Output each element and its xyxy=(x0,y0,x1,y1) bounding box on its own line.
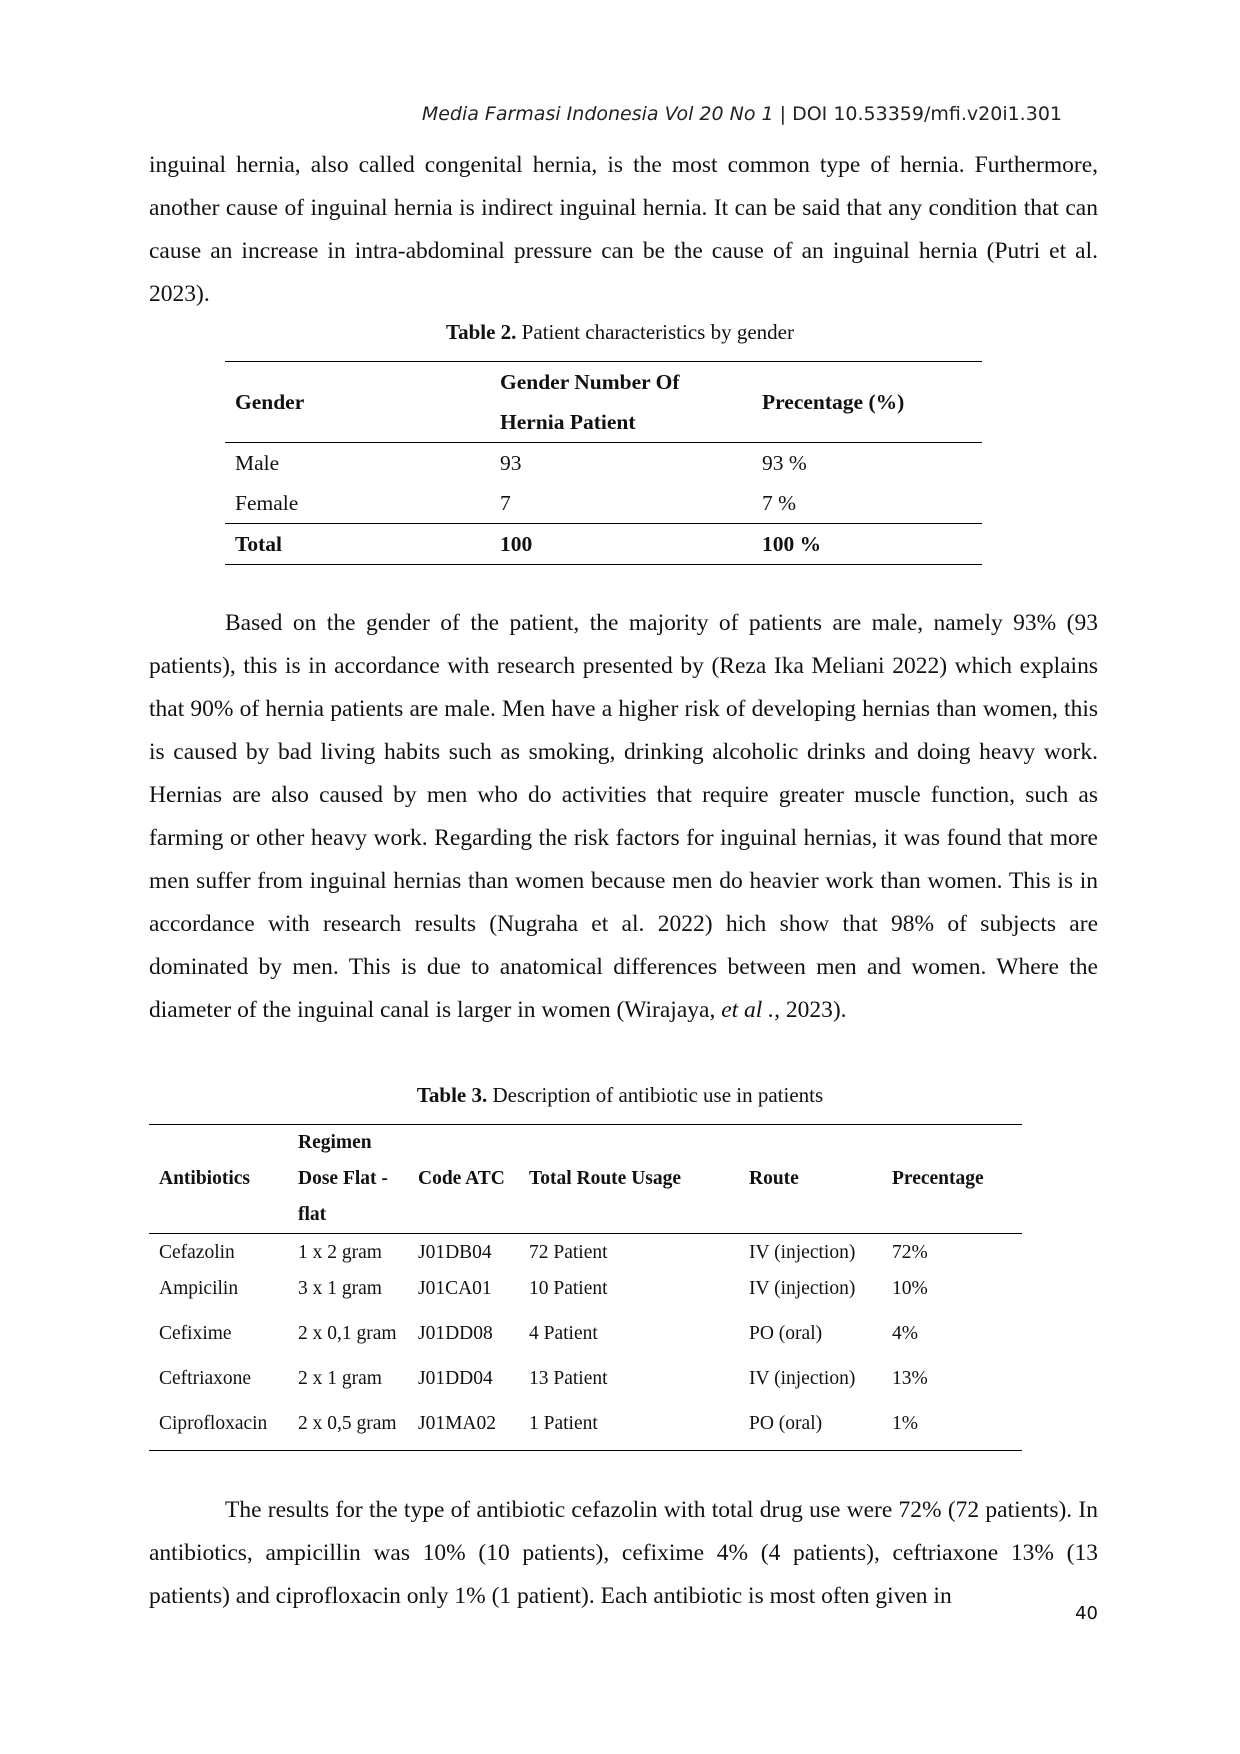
table-2-caption-text: Patient characteristics by gender xyxy=(516,320,794,344)
table-3-caption xyxy=(0,1083,1240,1108)
table-2-patient-gender xyxy=(225,361,982,565)
table-cell: 2 x 0,5 gram xyxy=(298,1412,397,1434)
table-cell: Ciprofloxacin xyxy=(159,1412,268,1434)
column-header: Gender xyxy=(235,390,305,414)
table-2-caption xyxy=(0,320,1240,345)
table-cell: 4 Patient xyxy=(529,1322,598,1344)
table-3-caption-label: Table 3. xyxy=(416,1083,488,1107)
table-cell: 7 % xyxy=(762,490,797,515)
table-cell: 7 xyxy=(500,490,511,515)
table-row xyxy=(149,1270,1022,1306)
table-cell: 10% xyxy=(892,1277,928,1299)
table-cell: Cefixime xyxy=(159,1322,232,1344)
paragraph-antibiotic-results: The results for the type of antibiotic cefazolin with total drug use were 72% (72 patients). In antibiotics, ampicillin was 10% (10 patients), cefixime 4% (4 patients), ceftriaxone 13% (13 patients) and ciprofloxacin only 1% (1 patient). Each antibiotic is most often given in xyxy=(149,1497,1098,1609)
table-cell: J01DD04 xyxy=(418,1367,493,1389)
table-cell: J01MA02 xyxy=(418,1412,497,1434)
table-cell: IV (injection) xyxy=(749,1241,856,1263)
table-row xyxy=(149,1234,1022,1271)
paragraph-body: Based on the gender of the patient, the majority of patients are male, namely 93% (93 patients), this is in accordance with research presented by (Reza Ika Meliani 2022) which explains that 90% of hernia patients are male. Men have a higher risk of developing hernias than women, this is caused by bad living habits such as smoking, drinking alcoholic drinks and doing heavy work. Hernias are also caused by men who do activities that require greater muscle function, such as farming or other heavy work. Regarding the risk factors for inguinal hernias, it was found that more men suffer from inguinal hernias than women because men do heavier work than women. This is in accordance with research results (Nugraha et al. 2022) hich show that 98% of subjects are dominated by men. This is due to anatomical differences between men and women. Where the diameter of the inguinal canal is larger in women (Wirajaya, xyxy=(149,610,1098,1023)
table-3-caption-text: Description of antibiotic use in patients xyxy=(487,1083,824,1107)
table-row xyxy=(149,1396,1022,1451)
table-cell: J01DB04 xyxy=(418,1241,492,1263)
column-header: Gender Number Of Hernia Patient xyxy=(500,370,680,434)
table-cell: Female xyxy=(235,490,299,515)
column-header: Precentage xyxy=(892,1168,984,1189)
column-header: Regimen Dose Flat - flat xyxy=(298,1132,388,1225)
table-cell: 2 x 1 gram xyxy=(298,1367,382,1389)
table-cell: Male xyxy=(235,450,280,475)
table-row xyxy=(149,1360,1022,1396)
table-cell: 1 x 2 gram xyxy=(298,1241,382,1263)
column-header: Code ATC xyxy=(418,1168,505,1189)
table-cell: Total xyxy=(235,531,282,556)
column-header: Precentage (%) xyxy=(762,390,905,414)
table-header-row xyxy=(149,1125,1022,1234)
paragraph-end: 2023). xyxy=(785,997,847,1023)
paragraph-intro: inguinal hernia, also called congenital hernia, is the most common type of hernia. Furthermore, another cause of inguinal hernia is indirect inguinal hernia. It can be said that any condition that can cause an increase in intra-abdominal pressure can be the cause of an inguinal hernia (Putri et al. 2023). xyxy=(149,152,1098,307)
table-cell: IV (injection) xyxy=(749,1367,856,1389)
table-row xyxy=(225,443,982,484)
paragraph-gender-discussion xyxy=(149,602,1098,1032)
running-header xyxy=(422,103,1062,125)
italic-citation: et al ., xyxy=(721,997,780,1023)
table-cell: 100 % xyxy=(762,531,822,556)
table-cell: 3 x 1 gram xyxy=(298,1277,382,1299)
column-header: Antibiotics xyxy=(159,1168,251,1189)
table-cell: J01DD08 xyxy=(418,1322,493,1344)
page-number: 40 xyxy=(1075,1603,1098,1624)
table-cell: 72 Patient xyxy=(529,1241,608,1263)
table-cell: 72% xyxy=(892,1241,928,1263)
table-cell: PO (oral) xyxy=(749,1412,823,1434)
table-cell: PO (oral) xyxy=(749,1322,823,1344)
header-separator: | xyxy=(773,103,793,125)
table-cell: J01CA01 xyxy=(418,1277,492,1299)
table-total-row xyxy=(225,524,982,565)
table-cell: 2 x 0,1 gram xyxy=(298,1322,397,1344)
table-cell: IV (injection) xyxy=(749,1277,856,1299)
table-header-row xyxy=(225,362,982,443)
table-row xyxy=(149,1306,1022,1360)
table-cell: Cefazolin xyxy=(159,1241,235,1263)
table-3-antibiotic-use xyxy=(149,1124,1022,1451)
table-cell: 4% xyxy=(892,1322,918,1344)
table-cell: 93 xyxy=(500,450,522,475)
column-header: Total Route Usage xyxy=(529,1168,682,1189)
journal-name: Media Farmasi Indonesia Vol 20 No 1 xyxy=(421,103,774,125)
table-cell: Ceftriaxone xyxy=(159,1367,252,1389)
table-cell: 10 Patient xyxy=(529,1277,608,1299)
column-header: Route xyxy=(749,1168,799,1189)
table-cell: 93 % xyxy=(762,450,807,475)
table-cell: 1% xyxy=(892,1412,918,1434)
table-cell: 13% xyxy=(892,1367,928,1389)
table-cell: 100 xyxy=(500,531,533,556)
table-cell: Ampicilin xyxy=(159,1277,239,1299)
doi: DOI 10.53359/mfi.v20i1.301 xyxy=(792,103,1062,125)
table-cell: 1 Patient xyxy=(529,1412,598,1434)
table-row xyxy=(225,483,982,524)
table-2-caption-label: Table 2. xyxy=(446,320,517,344)
table-cell: 13 Patient xyxy=(529,1367,608,1389)
